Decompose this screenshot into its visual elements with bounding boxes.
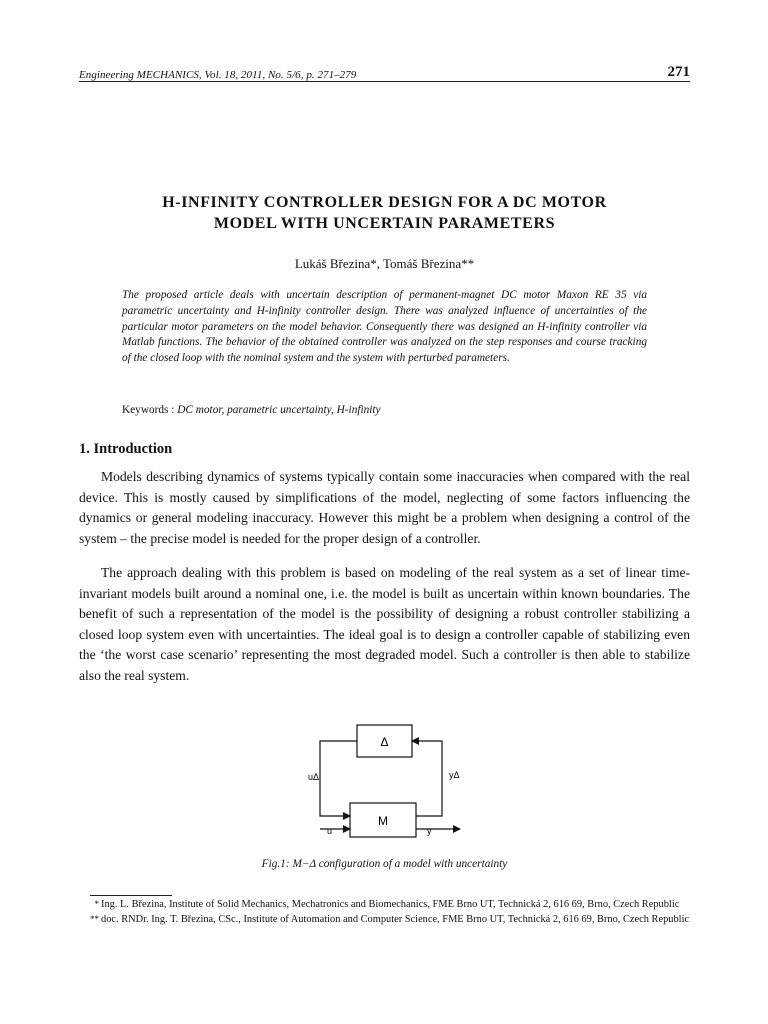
y-label: y [427,826,432,836]
footnote-mark: ** [90,914,99,925]
keywords [122,404,647,416]
u-delta-label: uΔ [308,772,320,782]
header-rule [79,81,690,82]
paper-title [79,192,690,234]
u-label: u [327,826,333,836]
delta-block-label: Δ [380,735,389,749]
running-head [79,64,690,81]
m-delta-diagram [300,720,470,850]
authors: Lukáš Březina*, Tomáš Březina** [294,256,475,271]
footnote-rule [90,895,172,896]
title-line-1: H-INFINITY CONTROLLER DESIGN FOR A DC MOTOR [162,194,607,211]
footnote [79,898,690,912]
keywords-values: DC motor, parametric uncertainty, H-infinity [177,404,381,416]
footnote-text: Ing. L. Březina, Institute of Solid Mechanics, Mechatronics and Biomechanics, FME Brno UT, Technická 2, 616 69, Brno, Czech Republic [101,899,680,910]
paragraph-1: Models describing dynamics of systems typically contain some inaccuracies when compared with the real device. This is mostly caused by simplifications of the model, neglecting of some factors influencing the dynamics or general modeling inaccuracy. However this might be a problem when designing a control of the system – the precise model is needed for the proper design of a controller. [79,469,690,546]
keywords-label: Keywords : [122,404,175,416]
figure-1 [300,720,470,850]
paragraph-2: The approach dealing with this problem is based on modeling of the real system as a set of linear time-invariant models built around a nominal one, i.e. the model is built as uncertain within known boundaries. The benefit of such a representation of the model is the possibility of designing a robust controller stabilizing a closed loop system even with uncertainties. The ideal goal is to design a controller capable of stabilizing even the ‘the worst case scenario’ representing the most degraded model. Such a controller is then able to stabilize also the real system. [79,565,690,683]
footnote-text: doc. RNDr. Ing. T. Březina, CSc., Institute of Automation and Computer Science, FME Brno UT, Technická 2, 616 69, Brno, Czech Republic [101,914,690,926]
figure-caption [79,858,690,870]
title-line-2: MODEL WITH UNCERTAIN PARAMETERS [213,215,556,232]
footnotes [79,898,690,929]
m-block-label: M [378,814,388,828]
y-delta-label: yΔ [449,770,460,780]
caption-text: M−Δ configuration of a model with uncertainty [292,858,508,870]
section-heading: 1. Introduction [79,441,173,457]
footnote [79,913,690,927]
page-number: 271 [667,64,690,80]
footnote-mark: * [94,899,99,909]
journal-citation: Engineering MECHANICS, Vol. 18, 2011, No. 5/6, p. 271–279 [79,69,357,81]
caption-label: Fig.1: [261,858,290,870]
abstract: The proposed article deals with uncertain description of permanent-magnet DC motor Maxon RE 35 via parametric uncertainty and H-infinity controller design. There was analyzed influence of uncertainties of the particular motor parameters on the model behavior. Consequently there was designed an H-infinity controller via Matlab functions. The behavior of the obtained controller was analyzed on the step responses and course tracking of the closed loop with the nominal system and the system with perturbed parameters. [122,289,647,365]
